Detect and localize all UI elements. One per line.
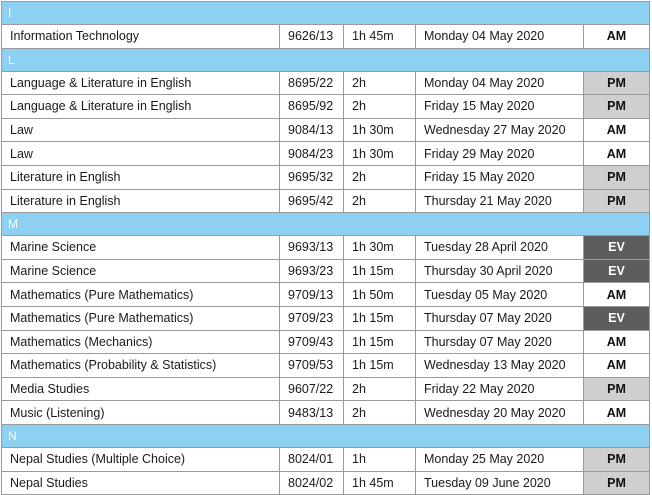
exam-date-cell: Friday 29 May 2020 <box>416 142 584 166</box>
section-header-row <box>2 2 650 25</box>
subject-cell: Information Technology <box>2 25 280 49</box>
session-badge: AM <box>584 401 650 425</box>
exam-row <box>2 95 650 119</box>
exam-row <box>2 354 650 378</box>
duration-cell: 1h 15m <box>344 306 416 330</box>
session-badge: PM <box>584 471 650 495</box>
exam-date-cell: Thursday 07 May 2020 <box>416 306 584 330</box>
exam-date-cell: Friday 15 May 2020 <box>416 95 584 119</box>
component-code-cell: 9607/22 <box>280 377 344 401</box>
exam-date-cell: Friday 15 May 2020 <box>416 165 584 189</box>
session-badge: AM <box>584 354 650 378</box>
exam-row <box>2 142 650 166</box>
subject-cell: Mathematics (Mechanics) <box>2 330 280 354</box>
subject-cell: Law <box>2 142 280 166</box>
component-code-cell: 9084/23 <box>280 142 344 166</box>
section-header-row <box>2 424 650 447</box>
subject-cell: Mathematics (Pure Mathematics) <box>2 306 280 330</box>
exam-date-cell: Monday 25 May 2020 <box>416 447 584 471</box>
exam-date-cell: Wednesday 20 May 2020 <box>416 401 584 425</box>
component-code-cell: 8024/01 <box>280 447 344 471</box>
exam-timetable-body <box>2 2 650 495</box>
subject-cell: Nepal Studies (Multiple Choice) <box>2 447 280 471</box>
section-header-row <box>2 48 650 71</box>
duration-cell: 2h <box>344 401 416 425</box>
exam-row <box>2 259 650 283</box>
session-badge: AM <box>584 142 650 166</box>
subject-cell: Marine Science <box>2 236 280 260</box>
duration-cell: 2h <box>344 165 416 189</box>
duration-cell: 1h 45m <box>344 471 416 495</box>
exam-date-cell: Wednesday 27 May 2020 <box>416 118 584 142</box>
component-code-cell: 9709/53 <box>280 354 344 378</box>
section-header-row <box>2 213 650 236</box>
subject-cell: Law <box>2 118 280 142</box>
exam-row <box>2 401 650 425</box>
exam-date-cell: Wednesday 13 May 2020 <box>416 354 584 378</box>
exam-timetable <box>1 1 650 495</box>
exam-date-cell: Thursday 21 May 2020 <box>416 189 584 213</box>
duration-cell: 1h 15m <box>344 354 416 378</box>
subject-cell: Mathematics (Pure Mathematics) <box>2 283 280 307</box>
exam-row <box>2 71 650 95</box>
component-code-cell: 8695/92 <box>280 95 344 119</box>
session-badge: PM <box>584 95 650 119</box>
section-letter: N <box>2 424 650 447</box>
section-letter: M <box>2 213 650 236</box>
component-code-cell: 9709/43 <box>280 330 344 354</box>
exam-row <box>2 189 650 213</box>
session-badge: AM <box>584 25 650 49</box>
duration-cell: 1h 30m <box>344 142 416 166</box>
component-code-cell: 9709/23 <box>280 306 344 330</box>
session-badge: PM <box>584 377 650 401</box>
session-badge: EV <box>584 259 650 283</box>
exam-date-cell: Thursday 30 April 2020 <box>416 259 584 283</box>
exam-date-cell: Thursday 07 May 2020 <box>416 330 584 354</box>
subject-cell: Nepal Studies <box>2 471 280 495</box>
section-letter: L <box>2 48 650 71</box>
component-code-cell: 9084/13 <box>280 118 344 142</box>
exam-date-cell: Tuesday 28 April 2020 <box>416 236 584 260</box>
component-code-cell: 8024/02 <box>280 471 344 495</box>
subject-cell: Mathematics (Probability & Statistics) <box>2 354 280 378</box>
subject-cell: Literature in English <box>2 189 280 213</box>
session-badge: AM <box>584 330 650 354</box>
duration-cell: 2h <box>344 377 416 401</box>
subject-cell: Marine Science <box>2 259 280 283</box>
duration-cell: 1h 50m <box>344 283 416 307</box>
exam-date-cell: Tuesday 05 May 2020 <box>416 283 584 307</box>
duration-cell: 1h 30m <box>344 118 416 142</box>
session-badge: PM <box>584 447 650 471</box>
exam-row <box>2 330 650 354</box>
session-badge: EV <box>584 306 650 330</box>
duration-cell: 1h 15m <box>344 259 416 283</box>
exam-row <box>2 471 650 495</box>
session-badge: PM <box>584 189 650 213</box>
exam-row <box>2 118 650 142</box>
duration-cell: 1h 30m <box>344 236 416 260</box>
component-code-cell: 9693/13 <box>280 236 344 260</box>
subject-cell: Language & Literature in English <box>2 71 280 95</box>
session-badge: PM <box>584 71 650 95</box>
subject-cell: Language & Literature in English <box>2 95 280 119</box>
session-badge: AM <box>584 118 650 142</box>
exam-date-cell: Tuesday 09 June 2020 <box>416 471 584 495</box>
subject-cell: Media Studies <box>2 377 280 401</box>
duration-cell: 1h <box>344 447 416 471</box>
exam-date-cell: Friday 22 May 2020 <box>416 377 584 401</box>
subject-cell: Literature in English <box>2 165 280 189</box>
subject-cell: Music (Listening) <box>2 401 280 425</box>
exam-row <box>2 25 650 49</box>
component-code-cell: 9695/42 <box>280 189 344 213</box>
component-code-cell: 9695/32 <box>280 165 344 189</box>
exam-row <box>2 447 650 471</box>
component-code-cell: 9483/13 <box>280 401 344 425</box>
duration-cell: 2h <box>344 71 416 95</box>
exam-row <box>2 377 650 401</box>
duration-cell: 1h 45m <box>344 25 416 49</box>
component-code-cell: 8695/22 <box>280 71 344 95</box>
component-code-cell: 9709/13 <box>280 283 344 307</box>
exam-row <box>2 236 650 260</box>
session-badge: PM <box>584 165 650 189</box>
session-badge: EV <box>584 236 650 260</box>
exam-row <box>2 283 650 307</box>
exam-date-cell: Monday 04 May 2020 <box>416 25 584 49</box>
component-code-cell: 9693/23 <box>280 259 344 283</box>
duration-cell: 1h 15m <box>344 330 416 354</box>
duration-cell: 2h <box>344 95 416 119</box>
session-badge: AM <box>584 283 650 307</box>
exam-row <box>2 306 650 330</box>
duration-cell: 2h <box>344 189 416 213</box>
exam-date-cell: Monday 04 May 2020 <box>416 71 584 95</box>
section-letter: I <box>2 2 650 25</box>
exam-row <box>2 165 650 189</box>
component-code-cell: 9626/13 <box>280 25 344 49</box>
